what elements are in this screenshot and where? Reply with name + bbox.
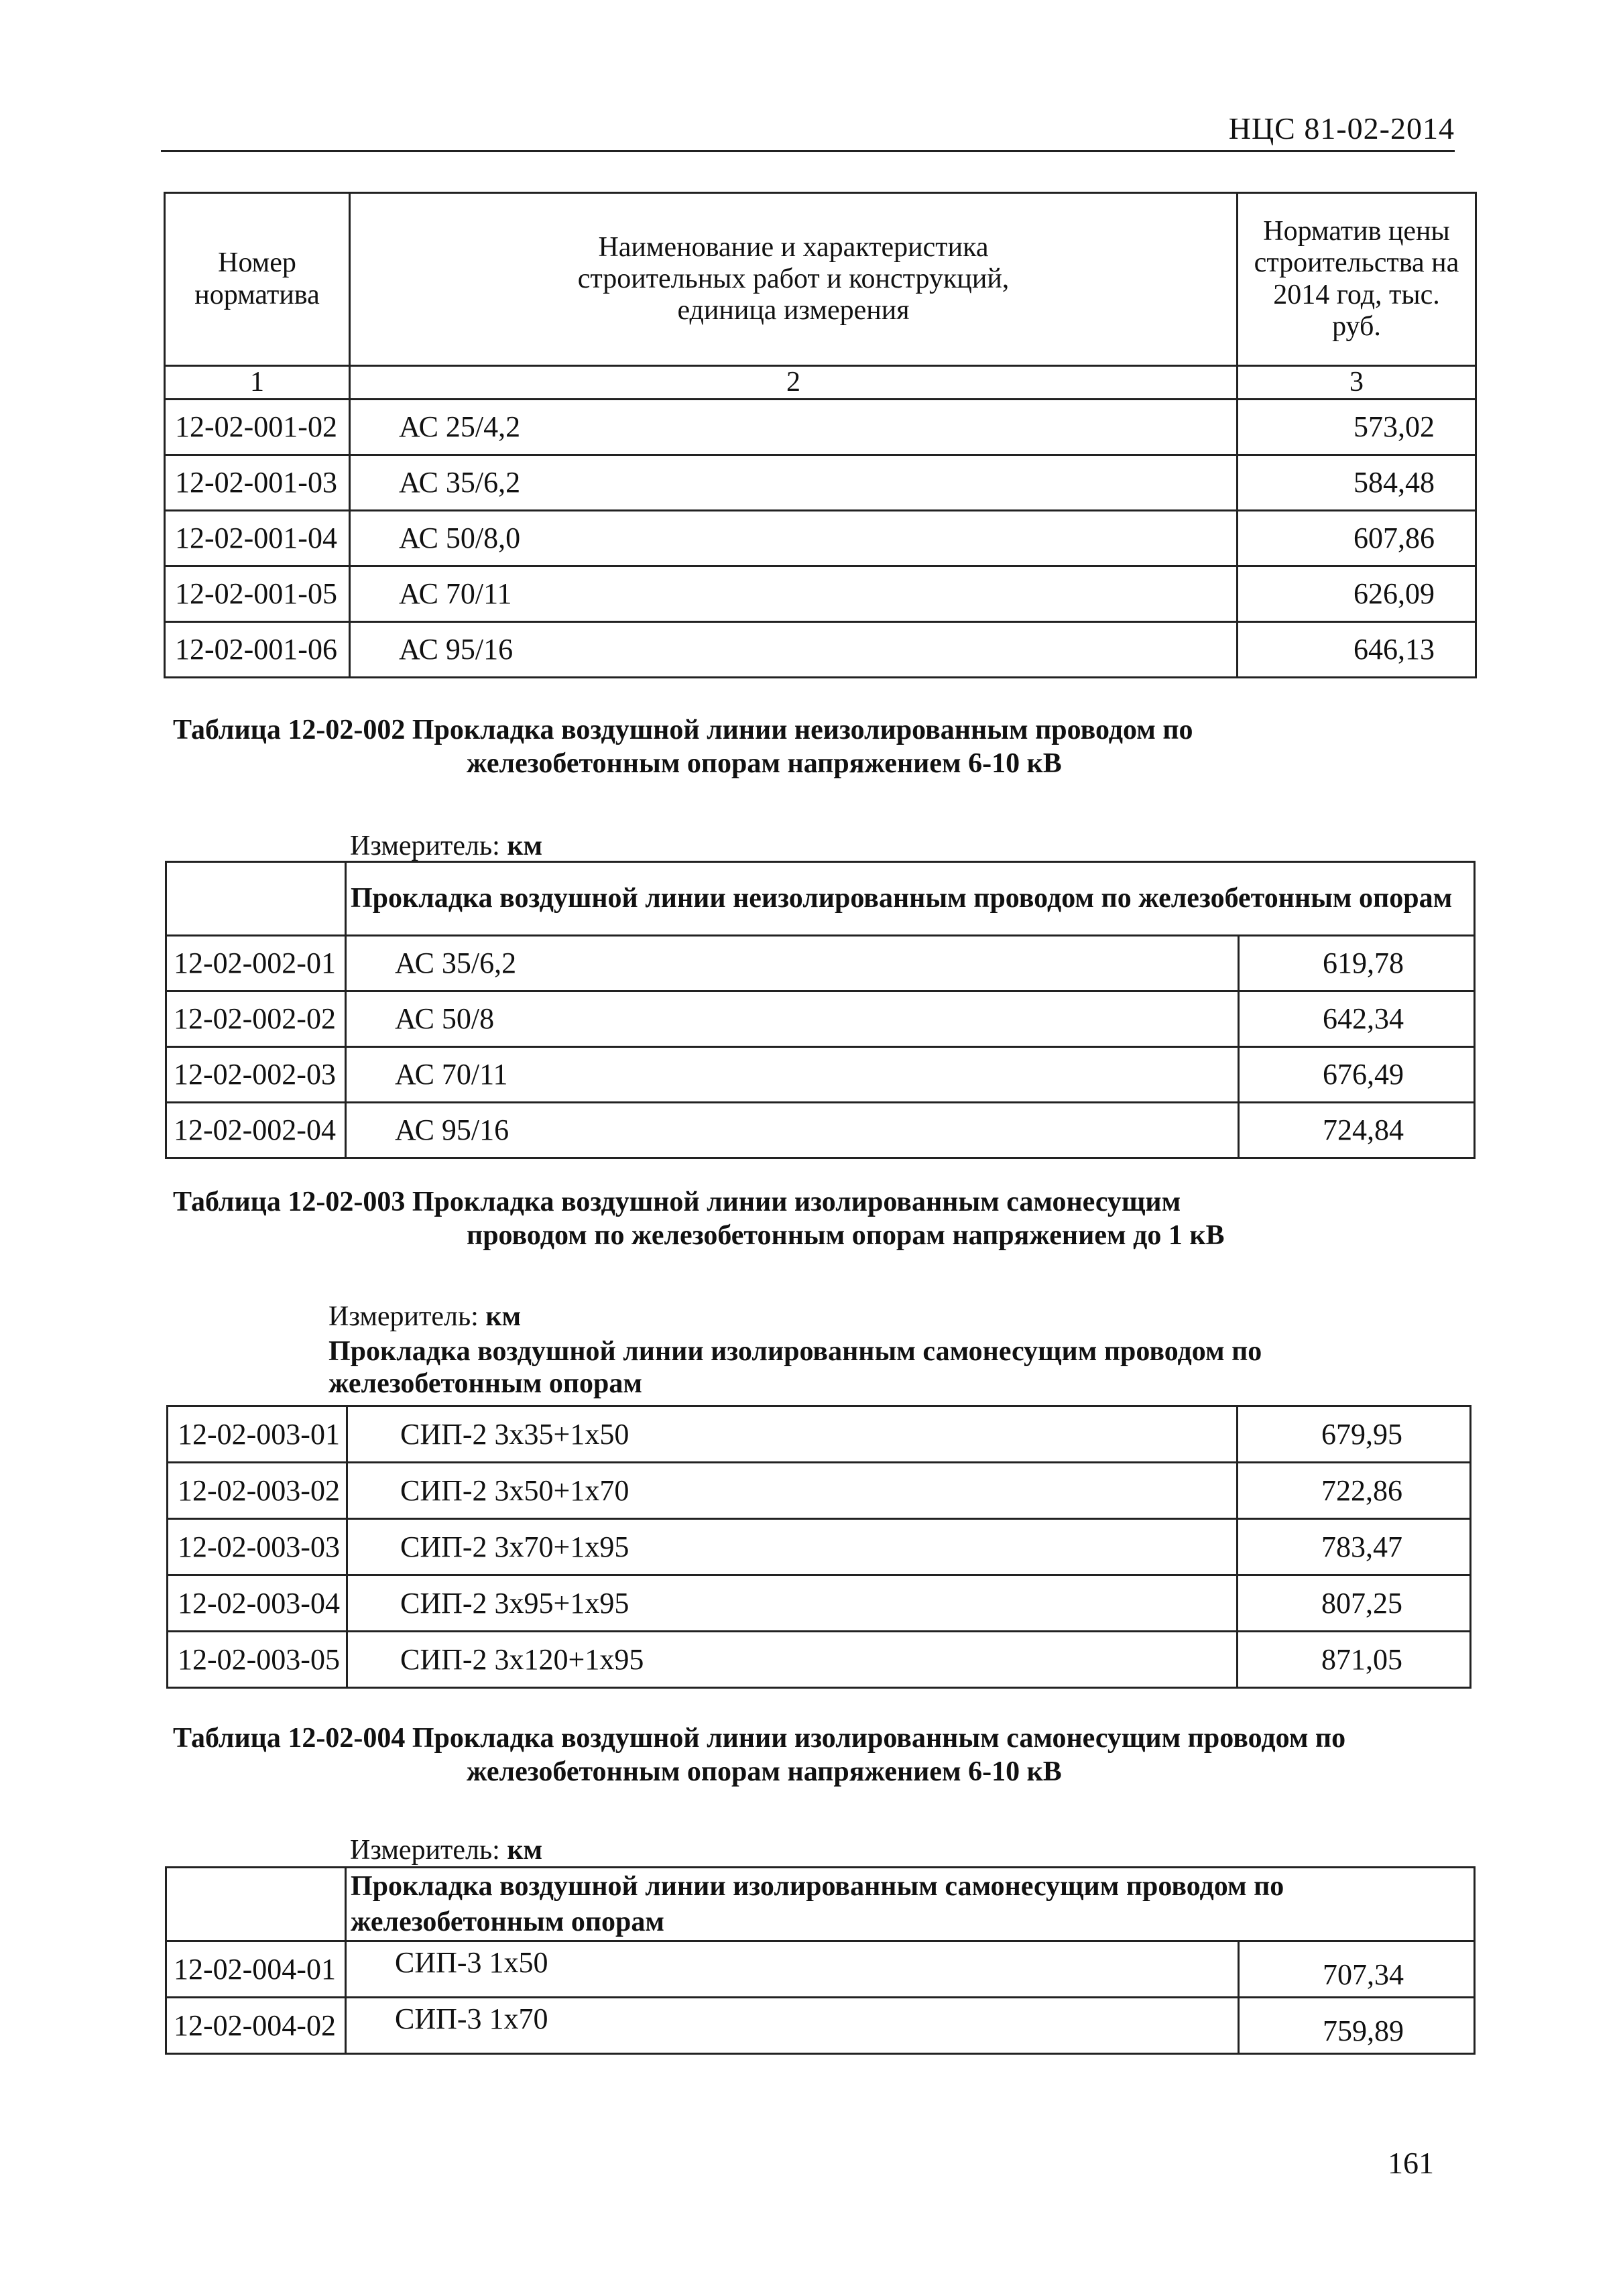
table-row <box>168 1406 1471 1463</box>
table-row <box>166 1103 1475 1158</box>
measure-unit-label: Измеритель: <box>350 831 500 861</box>
table-row <box>166 936 1475 991</box>
column-index: 1 <box>165 366 350 400</box>
norm-name: СИП-2 3х70+1х95 <box>347 1519 1238 1575</box>
norm-price: 642,34 <box>1239 991 1475 1047</box>
norm-name: АС 35/6,2 <box>346 936 1239 991</box>
norm-code: 12-02-003-04 <box>168 1575 347 1632</box>
norm-name: АС 25/4,2 <box>350 400 1238 455</box>
norm-price: 584,48 <box>1238 455 1476 511</box>
column-header-code: Номер норматива <box>165 193 350 366</box>
measure-unit <box>328 1301 521 1333</box>
document-code: НЦС 81-02-2014 <box>1228 111 1455 145</box>
table-row <box>168 1632 1471 1688</box>
norm-price: 607,86 <box>1238 511 1476 566</box>
norm-code: 12-02-002-01 <box>166 936 346 991</box>
table-row <box>165 511 1476 566</box>
measure-unit-value: км <box>485 1301 522 1332</box>
norm-price: 646,13 <box>1238 622 1476 678</box>
table-row <box>166 991 1475 1047</box>
norm-price: 626,09 <box>1238 566 1476 622</box>
measure-unit <box>350 1834 542 1866</box>
table-row <box>168 1575 1471 1632</box>
norm-name: АС 95/16 <box>346 1103 1239 1158</box>
norm-name: СИП-3 1х70 <box>346 1998 1239 2054</box>
column-index-row <box>165 366 1476 400</box>
norm-price: 783,47 <box>1238 1519 1471 1575</box>
table-subheader-row <box>166 1868 1475 1941</box>
norm-name: СИП-2 3х120+1х95 <box>347 1632 1238 1688</box>
table-row <box>168 1463 1471 1519</box>
norm-code: 12-02-003-05 <box>168 1632 347 1688</box>
document-header <box>161 106 1455 152</box>
norm-code: 12-02-001-03 <box>165 455 350 511</box>
norm-price: 679,95 <box>1238 1406 1471 1463</box>
table-title <box>173 713 1193 780</box>
table-12-02-003 <box>166 1405 1471 1689</box>
norm-code: 12-02-002-02 <box>166 991 346 1047</box>
norm-name: СИП-2 3х35+1х50 <box>347 1406 1238 1463</box>
column-header-price: Норматив цены строительства на 2014 год, тыс. руб. <box>1238 193 1476 366</box>
norm-name: СИП-2 3х50+1х70 <box>347 1463 1238 1519</box>
norm-code: 12-02-004-02 <box>166 1998 346 2054</box>
norm-price: 619,78 <box>1239 936 1475 991</box>
norm-name: СИП-2 3х95+1х95 <box>347 1575 1238 1632</box>
table-title-line: Таблица 12-02-002 Прокладка воздушной линии неизолированным проводом по <box>173 715 1193 745</box>
table-row <box>168 1519 1471 1575</box>
table-title-line: железобетонным опорам напряжением 6-10 кВ <box>467 748 1062 779</box>
table-title <box>173 1721 1345 1789</box>
norm-code: 12-02-003-01 <box>168 1406 347 1463</box>
table-title-line: Таблица 12-02-004 Прокладка воздушной линии изолированным самонесущим проводом по <box>173 1723 1346 1754</box>
norm-code: 12-02-001-05 <box>165 566 350 622</box>
norm-price: 871,05 <box>1238 1632 1471 1688</box>
empty-cell <box>166 862 346 936</box>
page-number: 161 <box>1388 2146 1434 2180</box>
table-12-02-002 <box>165 861 1476 1159</box>
norm-name: АС 50/8,0 <box>350 511 1238 566</box>
norm-price: 573,02 <box>1238 400 1476 455</box>
norm-code: 12-02-001-06 <box>165 622 350 678</box>
table-title-line: железобетонным опорам напряжением 6-10 кВ <box>467 1756 1062 1787</box>
norm-price: 724,84 <box>1239 1103 1475 1158</box>
table-row <box>165 566 1476 622</box>
table-row <box>165 622 1476 678</box>
norm-price: 807,25 <box>1238 1575 1471 1632</box>
norm-name: АС 70/11 <box>350 566 1238 622</box>
measure-unit-value: км <box>507 1835 543 1866</box>
table-header-row <box>165 193 1476 366</box>
norm-code: 12-02-003-03 <box>168 1519 347 1575</box>
table-title <box>173 1185 1225 1252</box>
norm-name: СИП-3 1х50 <box>346 1941 1239 1998</box>
empty-cell <box>166 1868 346 1941</box>
measure-unit <box>350 830 542 862</box>
measure-unit-label: Измеритель: <box>328 1301 479 1332</box>
norm-name: АС 95/16 <box>350 622 1238 678</box>
table-title-line: Таблица 12-02-003 Прокладка воздушной линии изолированным самонесущим <box>173 1187 1181 1217</box>
table-row <box>165 455 1476 511</box>
table-row <box>166 1047 1475 1103</box>
norm-price: 722,86 <box>1238 1463 1471 1519</box>
table-subheader-row <box>166 862 1475 936</box>
norm-code: 12-02-001-04 <box>165 511 350 566</box>
norm-name: АС 50/8 <box>346 991 1239 1047</box>
table-subheader: Прокладка воздушной линии изолированным самонесущим проводом по железобетонным опорам <box>328 1336 1262 1399</box>
norm-code: 12-02-003-02 <box>168 1463 347 1519</box>
norm-price: 759,89 <box>1239 1998 1475 2054</box>
column-header-name: Наименование и характеристика строительных работ и конструкций, единица измерения <box>350 193 1238 366</box>
norm-name: АС 35/6,2 <box>350 455 1238 511</box>
table-row <box>166 1998 1475 2054</box>
norm-code: 12-02-004-01 <box>166 1941 346 1998</box>
measure-unit-label: Измеритель: <box>350 1835 500 1866</box>
table-12-02-001 <box>164 192 1477 678</box>
table-subheader: Прокладка воздушной линии неизолированным проводом по железобетонным опорам <box>346 862 1475 936</box>
table-row <box>165 400 1476 455</box>
column-index: 3 <box>1238 366 1476 400</box>
table-row <box>166 1941 1475 1998</box>
norm-code: 12-02-001-02 <box>165 400 350 455</box>
table-title-line: проводом по железобетонным опорам напряжением до 1 кВ <box>467 1220 1225 1251</box>
table-12-02-004 <box>165 1866 1476 2055</box>
table-subheader: Прокладка воздушной линии изолированным самонесущим проводом по железобетонным опорам <box>346 1868 1475 1941</box>
column-index: 2 <box>350 366 1238 400</box>
norm-price: 676,49 <box>1239 1047 1475 1103</box>
norm-code: 12-02-002-04 <box>166 1103 346 1158</box>
norm-price: 707,34 <box>1239 1941 1475 1998</box>
norm-code: 12-02-002-03 <box>166 1047 346 1103</box>
measure-unit-value: км <box>507 831 543 861</box>
norm-name: АС 70/11 <box>346 1047 1239 1103</box>
